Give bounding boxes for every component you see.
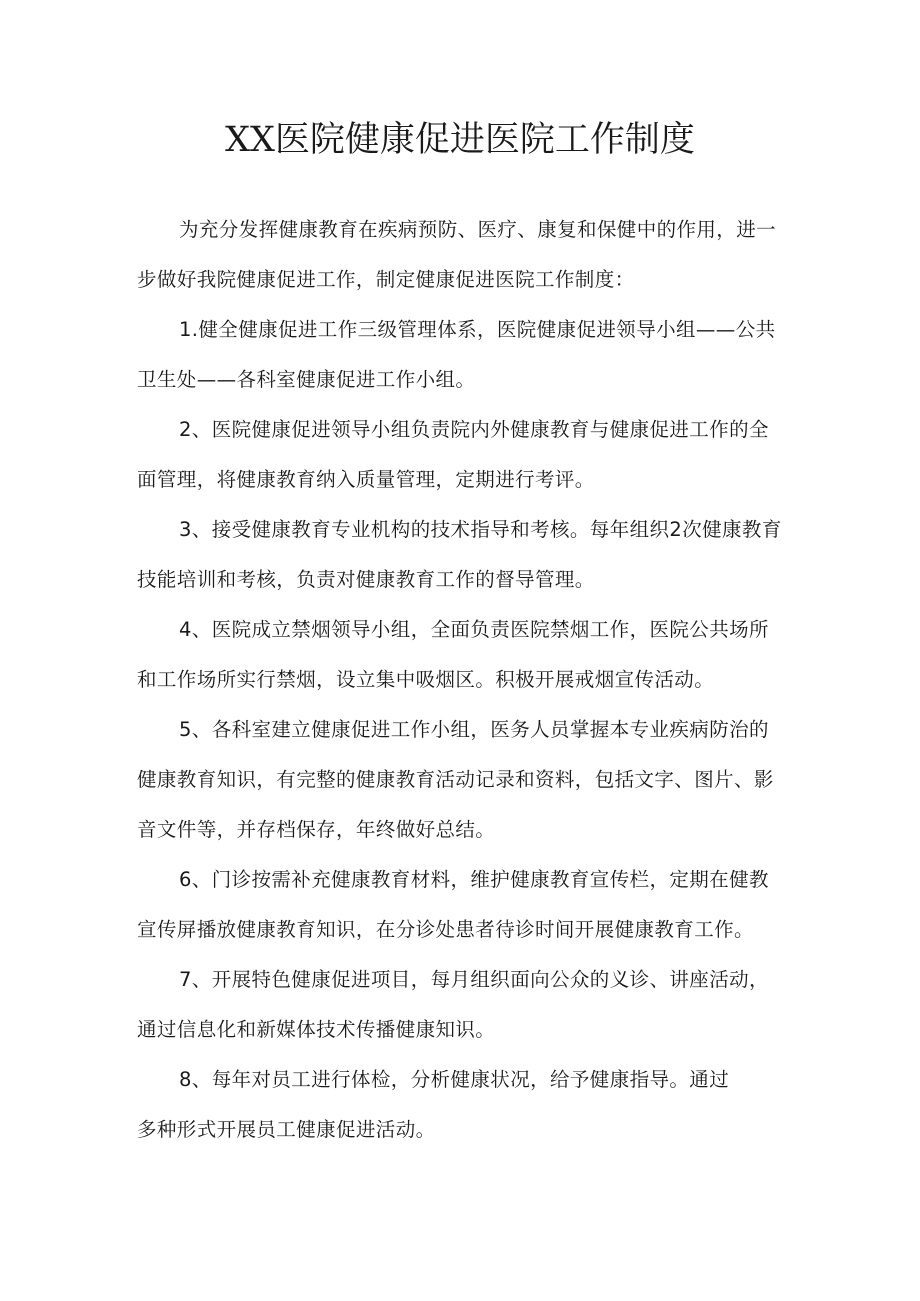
item-8-continued: 多种形式开展员工健康促进活动。: [137, 1118, 436, 1141]
item-8-paragraph: 8、每年对员工进行体检，分析健康状况，给予健康指导。通过: [179, 1068, 730, 1091]
document-body: [137, 205, 785, 1155]
item-4-paragraph: 4、医院成立禁烟领导小组，全面负责医院禁烟工作，医院公共场所和工作场所实行禁烟，设立集中吸烟区。积极开展戒烟宣传活动。: [137, 618, 769, 691]
item-6-paragraph: 6、门诊按需补充健康教育材料，维护健康教育宣传栏，定期在健教宣传屏播放健康教育知识，在分诊处患者待诊时间开展健康教育工作。: [137, 868, 769, 941]
intro-paragraph: 为充分发挥健康教育在疾病预防、医疗、康复和保健中的作用，进一步做好我院健康促进工作，制定健康促进医院工作制度：: [137, 218, 777, 291]
document-title: XX医院健康促进医院工作制度: [225, 120, 695, 160]
item-2-paragraph: 2、医院健康促进领导小组负责院内外健康教育与健康促进工作的全面管理，将健康教育纳入质量管理，定期进行考评。: [137, 418, 769, 491]
item-3-paragraph: 3、接受健康教育专业机构的技术指导和考核。每年组织2次健康教育技能培训和考核，负责对健康教育工作的督导管理。: [137, 518, 782, 591]
item-7-paragraph: 7、开展特色健康促进项目，每月组织面向公众的义诊、讲座活动，通过信息化和新媒体技术传播健康知识。: [137, 968, 769, 1041]
item-1-paragraph: 1.健全健康促进工作三级管理体系，医院健康促进领导小组——公共卫生处——各科室健康促进工作小组。: [137, 318, 776, 391]
item-5-paragraph: 5、各科室建立健康促进工作小组，医务人员掌握本专业疾病防治的健康教育知识，有完整的健康教育活动记录和资料，包括文字、图片、影音文件等，并存档保存，年终做好总结。: [137, 718, 774, 841]
